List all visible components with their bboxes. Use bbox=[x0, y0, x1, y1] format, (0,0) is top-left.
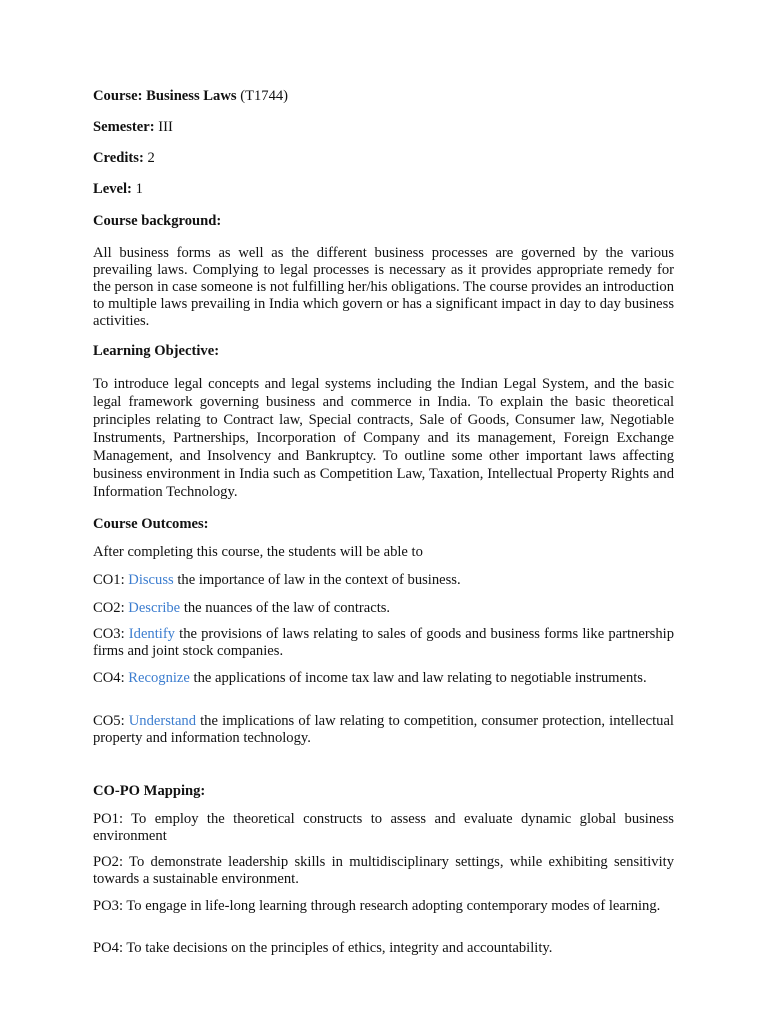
outcome-item bbox=[93, 713, 674, 747]
po-item: PO3: To engage in life-long learning through research adopting contemporary modes of learning. bbox=[93, 898, 661, 914]
semester-value: III bbox=[158, 119, 173, 135]
po-item: PO2: To demonstrate leadership skills in multidisciplinary settings, while exhibiting sensitivity towards a sustainable environment. bbox=[93, 854, 674, 887]
semester-label: Semester: bbox=[93, 119, 155, 135]
outcome-verb: Recognize bbox=[128, 670, 190, 686]
outcome-id: CO4: bbox=[93, 670, 125, 686]
outcome-verb: Understand bbox=[128, 713, 197, 729]
outcome-text: the implications of law relating to competition, consumer protection, intellectual property and information technology. bbox=[93, 713, 674, 746]
semester-line bbox=[93, 119, 674, 136]
course-label: Course: bbox=[93, 88, 143, 104]
credits-value: 2 bbox=[147, 150, 155, 166]
outcome-text: the applications of income tax law and law relating to negotiable instruments. bbox=[193, 670, 647, 686]
outcome-id: CO5: bbox=[93, 713, 125, 729]
outcome-item bbox=[93, 626, 674, 660]
outcome-id: CO1: bbox=[93, 572, 125, 588]
outcomes-heading-text: Course Outcomes: bbox=[93, 516, 209, 532]
course-code: (T1744) bbox=[240, 88, 289, 104]
outcome-verb: Identify bbox=[128, 626, 175, 642]
outcomes-intro: After completing this course, the students will be able to bbox=[93, 544, 423, 560]
po-item: PO4: To take decisions on the principles of ethics, integrity and accountability. bbox=[93, 940, 553, 956]
credits-label: Credits: bbox=[93, 150, 144, 166]
objective-paragraph: To introduce legal concepts and legal systems including the Indian Legal System, and the basic legal framework governing business and commerce in India. To explain the basic theoretical principles relating to Contract law, Special contracts, Sale of Goods, Consumer law, Negotiable Instruments, Partnerships, Incorporation of Company and its management, Foreign Exchange Management, and Insolvency and Bankruptcy. To outline some other important laws affecting business environment in India such as Competition Law, Taxation, Intellectual Property Rights and Information Technology. bbox=[93, 376, 674, 500]
outcome-id: CO2: bbox=[93, 600, 125, 616]
background-heading-text: Course background: bbox=[93, 213, 222, 229]
level-label: Level: bbox=[93, 181, 132, 197]
outcome-item bbox=[93, 670, 674, 687]
objective-heading-text: Learning Objective: bbox=[93, 343, 220, 359]
outcome-item bbox=[93, 572, 674, 589]
outcome-verb: Discuss bbox=[128, 572, 174, 588]
outcome-text: the nuances of the law of contracts. bbox=[183, 600, 391, 616]
course-line bbox=[93, 88, 674, 105]
level-value: 1 bbox=[135, 181, 143, 197]
mapping-heading bbox=[93, 783, 674, 800]
mapping-heading-text: CO-PO Mapping: bbox=[93, 783, 206, 799]
level-line bbox=[93, 181, 674, 198]
outcome-verb: Describe bbox=[128, 600, 181, 616]
objective-heading bbox=[93, 343, 674, 360]
outcome-id: CO3: bbox=[93, 626, 125, 642]
outcome-text: the provisions of laws relating to sales of goods and business forms like partnership firms and joint stock companies. bbox=[93, 626, 675, 659]
course-name: Business Laws bbox=[146, 88, 237, 104]
background-paragraph: All business forms as well as the different business processes are governed by the various prevailing laws. Complying to legal processes is necessary as it provides appropriate remedy for the person in case someone is not fulfilling her/his obligations. The course provides an introduction to multiple laws prevailing in India which govern or has a significant impact in day to day business activities. bbox=[93, 245, 674, 329]
background-heading bbox=[93, 213, 674, 230]
credits-line bbox=[93, 150, 674, 167]
outcomes-heading bbox=[93, 516, 674, 533]
po-item: PO1: To employ the theoretical constructs to assess and evaluate dynamic global business environment bbox=[93, 811, 674, 844]
outcome-item bbox=[93, 600, 674, 617]
outcome-text: the importance of law in the context of business. bbox=[177, 572, 461, 588]
